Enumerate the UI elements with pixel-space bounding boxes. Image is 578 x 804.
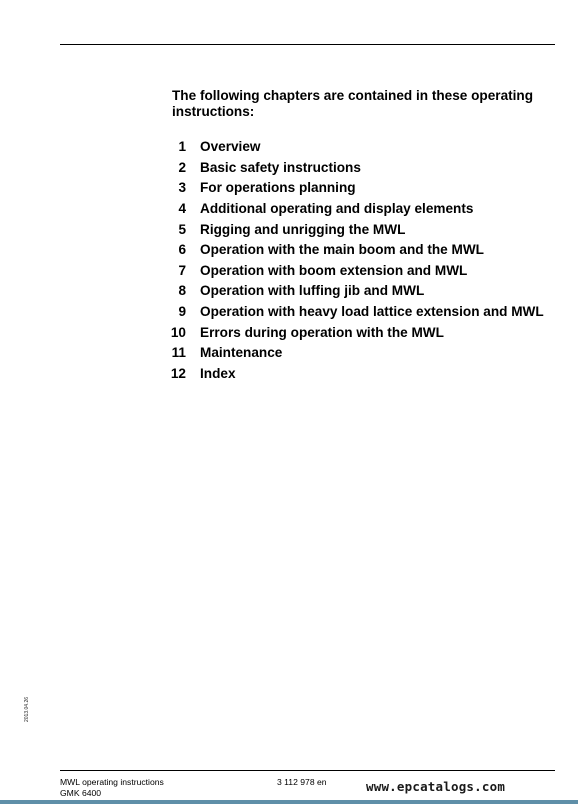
chapter-title: Operation with luffing jib and MWL: [200, 283, 425, 299]
chapter-number: 9: [178, 304, 186, 320]
chapter-item: [166, 139, 544, 160]
chapter-title: Overview: [200, 139, 261, 154]
intro-text: The following chapters are contained in these operating instructions:: [172, 88, 534, 119]
chapter-item: [166, 325, 544, 346]
chapter-number: 6: [178, 242, 186, 258]
footer-document-title: MWL operating instructions: [60, 777, 164, 787]
chapter-number: 7: [178, 262, 186, 278]
chapter-item: [166, 201, 544, 222]
chapter-number: 5: [178, 221, 186, 237]
side-date-stamp: 2013.04.26: [24, 696, 30, 722]
chapter-list: [166, 139, 544, 387]
header-divider: [60, 44, 555, 45]
chapter-number: 10: [170, 324, 186, 340]
chapter-number: 12: [170, 366, 186, 382]
chapter-title: Rigging and unrigging the MWL: [200, 221, 406, 237]
chapter-title: Operation with boom extension and MWL: [200, 262, 468, 278]
chapter-number: 4: [178, 200, 186, 216]
chapter-title: Maintenance: [200, 345, 283, 361]
footer-model: GMK 6400: [60, 788, 102, 798]
chapter-item: [166, 160, 544, 181]
chapter-item: [166, 283, 544, 304]
chapter-item: [166, 222, 544, 243]
chapter-item: [166, 304, 544, 325]
chapter-number: 1: [178, 139, 186, 154]
chapter-number: 3: [178, 180, 186, 196]
footer-watermark: www.epcatalogs.com: [366, 779, 506, 794]
chapter-item: [166, 366, 544, 387]
chapter-title: Additional operating and display elements: [200, 200, 474, 216]
chapter-item: [166, 242, 544, 263]
footer-divider: [60, 770, 555, 771]
chapter-number: 2: [178, 159, 186, 175]
chapter-item: [166, 345, 544, 366]
footer-document-number: 3 112 978 en: [277, 777, 327, 787]
chapter-number: 11: [171, 345, 186, 361]
chapter-title: For operations planning: [200, 180, 356, 196]
chapter-title: Basic safety instructions: [200, 159, 361, 175]
bottom-edge-bar: [0, 800, 578, 804]
chapter-title: Operation with the main boom and the MWL: [200, 242, 484, 258]
chapter-item: [166, 263, 544, 284]
chapter-number: 8: [178, 283, 186, 299]
chapter-item: [166, 180, 544, 201]
chapter-title: Operation with heavy load lattice extension and MWL: [200, 304, 544, 320]
chapter-title: Index: [200, 366, 236, 382]
chapter-title: Errors during operation with the MWL: [200, 324, 444, 340]
